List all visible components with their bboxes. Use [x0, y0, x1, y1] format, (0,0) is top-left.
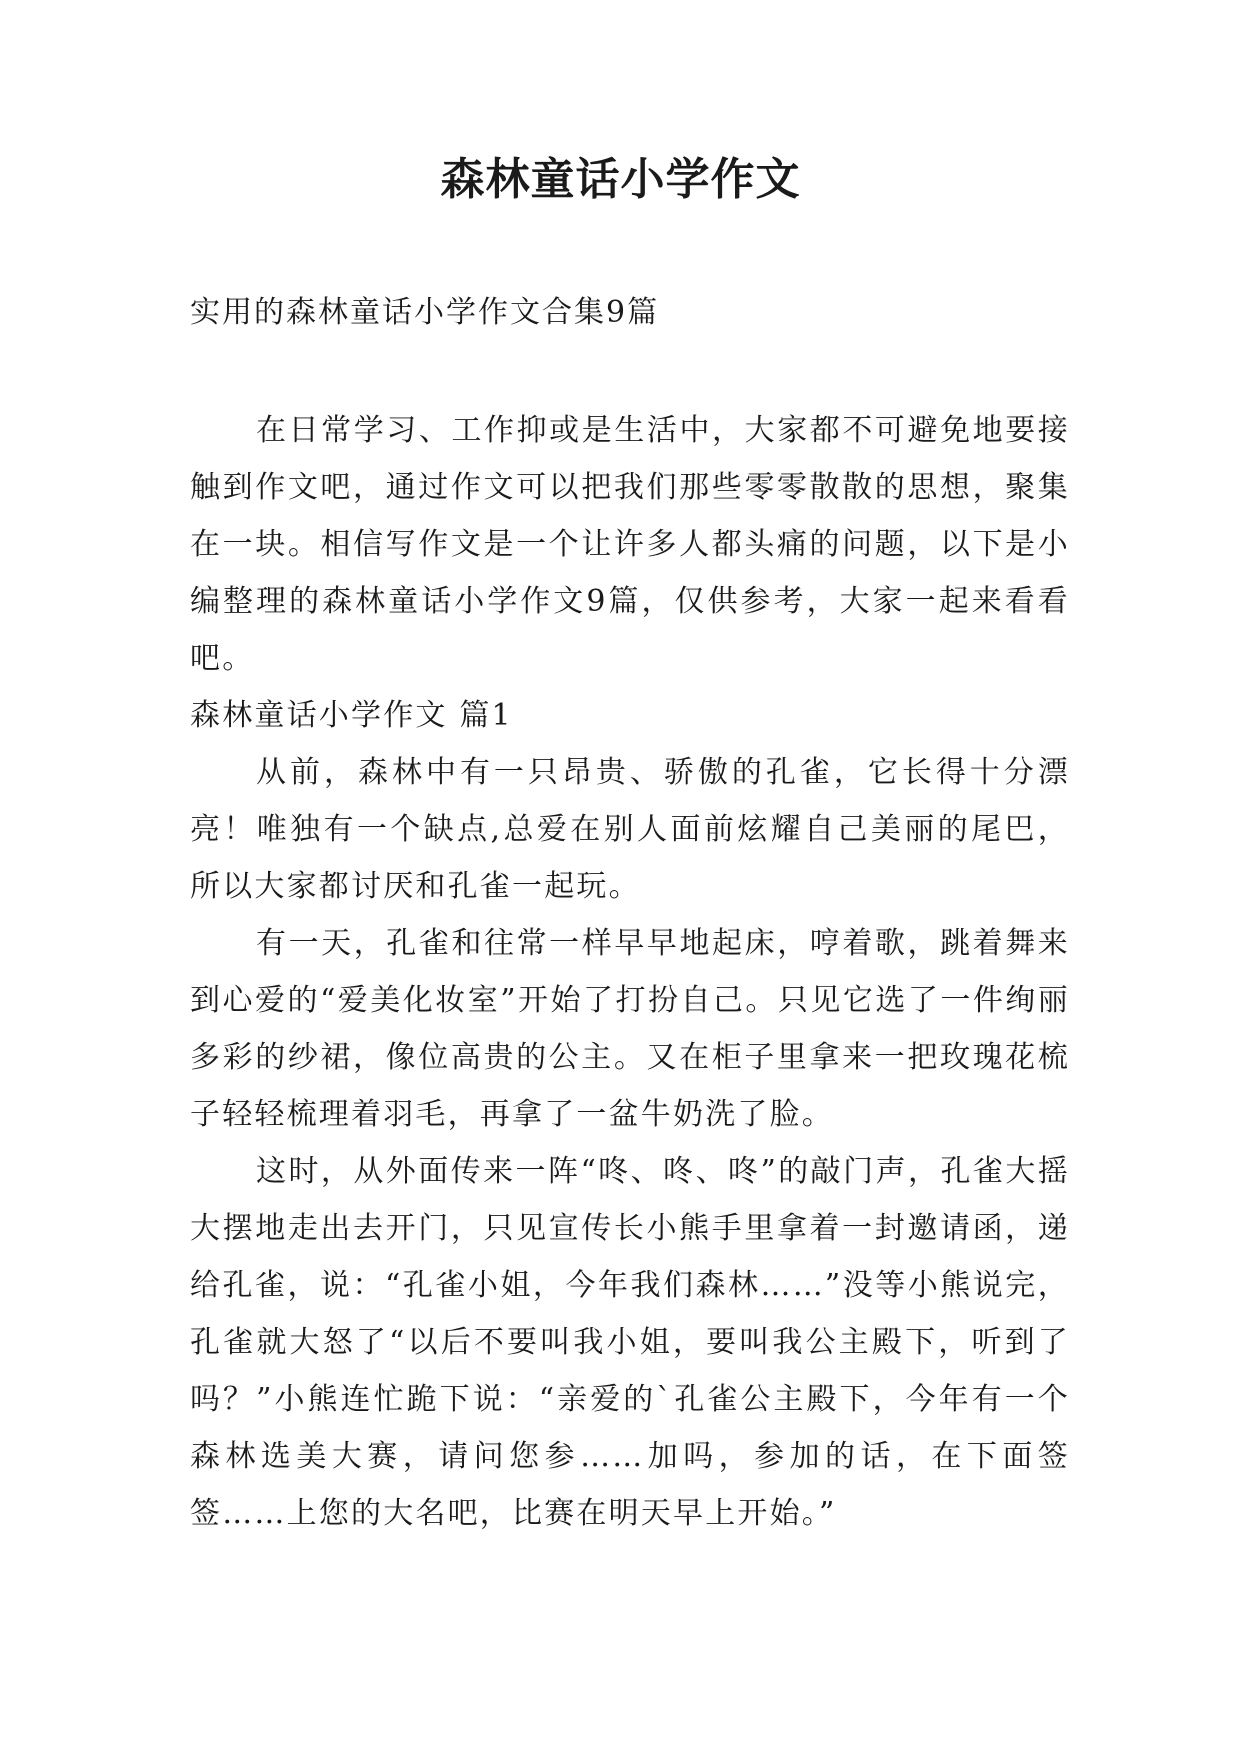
- story-paragraph: 有一天，孔雀和往常一样早早地起床，哼着歌，跳着舞来到心爱的“爱美化妆室”开始了打扮自己。只见它选了一件绚丽多彩的纱裙，像位高贵的公主。又在柜子里拿来一把玫瑰花梳子轻轻梳理着羽毛，再拿了一盆牛奶洗了脸。: [190, 926, 1070, 1132]
- document-subtitle: 实用的森林童话小学作文合集9篇: [190, 295, 660, 330]
- story-paragraph: 从前，森林中有一只昂贵、骄傲的孔雀，它长得十分漂亮！唯独有一个缺点,总爱在别人面前炫耀自己美丽的尾巴，所以大家都讨厌和孔雀一起玩。: [190, 755, 1070, 904]
- intro-paragraph: 在日常学习、工作抑或是生活中，大家都不可避免地要接触到作文吧，通过作文可以把我们那些零零散散的思想，聚集在一块。相信写作文是一个让许多人都头痛的问题，以下是小编整理的森林童话小学作文9篇，仅供参考，大家一起来看看吧。: [190, 413, 1070, 676]
- section-heading: 森林童话小学作文 篇1: [190, 698, 513, 733]
- story-paragraph: 这时，从外面传来一阵“咚、咚、咚”的敲门声，孔雀大摇大摆地走出去开门，只见宣传长小熊手里拿着一封邀请函，递给孔雀，说：“孔雀小姐，今年我们森林……”没等小熊说完，孔雀就大怒了“以后不要叫我小姐，要叫我公主殿下，听到了吗？”小熊连忙跪下说：“亲爱的`孔雀公主殿下，今年有一个森林选美大赛，请问您参……加吗，参加的话，在下面签签……上您的大名吧，比赛在明天早上开始。”: [190, 1154, 1070, 1531]
- document-body: [190, 402, 1070, 1542]
- document-title: 森林童话小学作文: [440, 154, 801, 205]
